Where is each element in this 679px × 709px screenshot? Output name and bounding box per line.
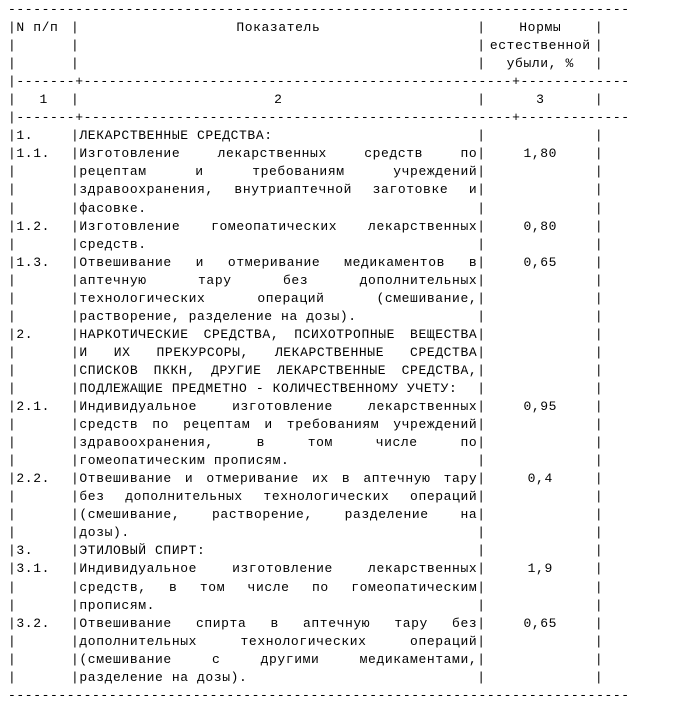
- indicator-text: (смешивание с другими медикаментами,: [79, 651, 478, 667]
- indicator-text: гомеопатическим прописям.: [79, 453, 290, 469]
- row-number: 1.1.: [16, 146, 51, 162]
- table-line: | |дозы). | |: [8, 524, 630, 542]
- table-line: | |без дополнительных технологических операций| |: [8, 488, 630, 506]
- table-line: | |(смешивание с другими медикаментами,| |: [8, 651, 630, 669]
- indicator-text: И ИХ ПРЕКУРСОРЫ, ЛЕКАРСТВЕННЫЕ СРЕДСТВА: [79, 344, 478, 360]
- norm-value: 0,80: [523, 218, 558, 234]
- table-line: |1. |ЛЕКАРСТВЕННЫЕ СРЕДСТВА: | |: [8, 127, 630, 145]
- indicator-text: дозы).: [79, 525, 130, 541]
- indicator-text: НАРКОТИЧЕСКИЕ СРЕДСТВА, ПСИХОТРОПНЫЕ ВЕЩЕСТВА: [79, 326, 478, 342]
- indicator-text: Отвешивание спирта в аптечную тару без: [79, 615, 478, 631]
- table-line: |2.1. |Индивидуальное изготовление лекарственных| 0,95 |: [8, 398, 630, 416]
- header-norms: естественной: [489, 38, 591, 54]
- table-line: |1.1. |Изготовление лекарственных средств по| 1,80 |: [8, 145, 630, 163]
- table-line: |1.3. |Отвешивание и отмеривание медикаментов в| 0,65 |: [8, 254, 630, 272]
- norm-value: 1,9: [527, 561, 553, 577]
- indicator-text: (смешивание, растворение, разделение на: [79, 507, 478, 523]
- table-border: |-------+---------------------------------------------------+-------------: [8, 110, 630, 126]
- table-line: | |растворение, разделение на дозы). | |: [8, 308, 630, 326]
- indicator-text: ЭТИЛОВЫЙ СПИРТ:: [79, 543, 206, 559]
- table-line: | |прописям. | |: [8, 597, 630, 615]
- indicator-text: средств, в том числе по гомеопатическим: [79, 579, 478, 595]
- indicator-text: Индивидуальное изготовление лекарственных: [79, 561, 478, 577]
- row-number: 1.2.: [16, 218, 51, 234]
- table-line: | |средств. | |: [8, 236, 630, 254]
- table-line: |3.2. |Отвешивание спирта в аптечную тару без| 0,65 |: [8, 615, 630, 633]
- table-line: |3. |ЭТИЛОВЫЙ СПИРТ: | |: [8, 542, 630, 560]
- indicator-text: здравоохранения, в том числе по: [79, 435, 478, 451]
- table-border: --------------------------------------------------------------------------: [8, 2, 630, 17]
- indicator-text: средств по рецептам и требованиям учреждений: [79, 417, 478, 433]
- table-line: | |здравоохранения, в том числе по| |: [8, 434, 630, 452]
- norms-table: [8, 1, 630, 705]
- row-number: 3.2.: [16, 615, 51, 631]
- table-line: | |дополнительных технологических операций| |: [8, 633, 630, 651]
- table-line: | |(смешивание, растворение, разделение на| |: [8, 506, 630, 524]
- indicator-text: Индивидуальное изготовление лекарственных: [79, 399, 478, 415]
- table-line: | |рецептам и требованиям учреждений| |: [8, 163, 630, 181]
- table-line: |N п/п | Показатель | Нормы |: [8, 19, 630, 37]
- table-border: |-------+---------------------------------------------------+-------------: [8, 74, 630, 90]
- indicator-text: СПИСКОВ ПККН, ДРУГИЕ ЛЕКАРСТВЕННЫЕ СРЕДСТВА,: [79, 362, 478, 378]
- column-number: 1: [39, 92, 48, 108]
- indicator-text: ЛЕКАРСТВЕННЫЕ СРЕДСТВА:: [79, 128, 273, 144]
- header-norms: Нормы: [519, 20, 562, 36]
- table-border: --------------------------------------------------------------------------: [8, 687, 630, 703]
- table-line: |2. |НАРКОТИЧЕСКИЕ СРЕДСТВА, ПСИХОТРОПНЫЕ ВЕЩЕСТВА| |: [8, 326, 630, 344]
- indicator-text: ПОДЛЕЖАЩИЕ ПРЕДМЕТНО - КОЛИЧЕСТВЕННОМУ УЧЕТУ:: [79, 380, 458, 396]
- indicator-text: разделение на дозы).: [79, 669, 248, 685]
- table-line: | |технологических операций (смешивание,| |: [8, 290, 630, 308]
- table-line: | |средств по рецептам и требованиям учреждений| |: [8, 416, 630, 434]
- indicator-text: Изготовление гомеопатических лекарственных: [79, 218, 478, 234]
- table-line: | | | естественной |: [8, 37, 630, 55]
- table-line: | |И ИХ ПРЕКУРСОРЫ, ЛЕКАРСТВЕННЫЕ СРЕДСТВА| |: [8, 344, 630, 362]
- row-number: 1.3.: [16, 254, 51, 270]
- table-line: | |СПИСКОВ ПККН, ДРУГИЕ ЛЕКАРСТВЕННЫЕ СРЕДСТВА,| |: [8, 362, 630, 380]
- indicator-text: Отвешивание и отмеривание их в аптечную тару: [79, 471, 478, 487]
- table-line: |2.2. |Отвешивание и отмеривание их в аптечную тару| 0,4 |: [8, 470, 630, 488]
- column-number: 3: [536, 92, 545, 108]
- row-number: 2.: [16, 326, 34, 342]
- indicator-text: средств.: [79, 236, 147, 252]
- header-num: N п/п: [16, 20, 59, 36]
- row-number: 2.1.: [16, 399, 51, 415]
- indicator-text: фасовке.: [79, 200, 147, 216]
- table-line: | |гомеопатическим прописям. | |: [8, 452, 630, 470]
- indicator-text: прописям.: [79, 597, 156, 613]
- table-line: | |разделение на дозы). | |: [8, 669, 630, 687]
- row-number: 3.1.: [16, 561, 51, 577]
- indicator-text: Отвешивание и отмеривание медикаментов в: [79, 254, 478, 270]
- row-number: 3.: [16, 543, 34, 559]
- norm-value: 0,65: [523, 615, 558, 631]
- indicator-text: рецептам и требованиям учреждений: [79, 164, 478, 180]
- indicator-text: Изготовление лекарственных средств по: [79, 146, 478, 162]
- row-number: 1.: [16, 128, 34, 144]
- norm-value: 0,95: [523, 399, 558, 415]
- header-norms: убыли, %: [506, 56, 574, 72]
- indicator-text: аптечную тару без дополнительных: [79, 272, 478, 288]
- norm-value: 0,65: [523, 254, 558, 270]
- table-line: | |аптечную тару без дополнительных| |: [8, 272, 630, 290]
- table-line: | |здравоохранения, внутриаптечной заготовке и| |: [8, 181, 630, 199]
- indicator-text: технологических операций (смешивание,: [79, 290, 478, 306]
- indicator-text: без дополнительных технологических операций: [79, 489, 478, 505]
- indicator-text: здравоохранения, внутриаптечной заготовке и: [79, 182, 478, 198]
- table-line: | | | убыли, % |: [8, 55, 630, 73]
- norm-value: 1,80: [523, 146, 558, 162]
- indicator-text: растворение, разделение на дозы).: [79, 308, 357, 324]
- header-indicator: Показатель: [236, 20, 321, 36]
- norm-value: 0,4: [527, 471, 553, 487]
- column-number: 2: [274, 92, 283, 108]
- table-line: | |ПОДЛЕЖАЩИЕ ПРЕДМЕТНО - КОЛИЧЕСТВЕННОМУ УЧЕТУ: | |: [8, 380, 630, 398]
- table-line: | |средств, в том числе по гомеопатическим| |: [8, 579, 630, 597]
- row-number: 2.2.: [16, 471, 51, 487]
- table-line: |1.2. |Изготовление гомеопатических лекарственных| 0,80 |: [8, 218, 630, 236]
- indicator-text: дополнительных технологических операций: [79, 633, 478, 649]
- table-line: |3.1. |Индивидуальное изготовление лекарственных| 1,9 |: [8, 560, 630, 578]
- table-line: | |фасовке. | |: [8, 200, 630, 218]
- table-line: | 1 | 2 | 3 |: [8, 91, 630, 109]
